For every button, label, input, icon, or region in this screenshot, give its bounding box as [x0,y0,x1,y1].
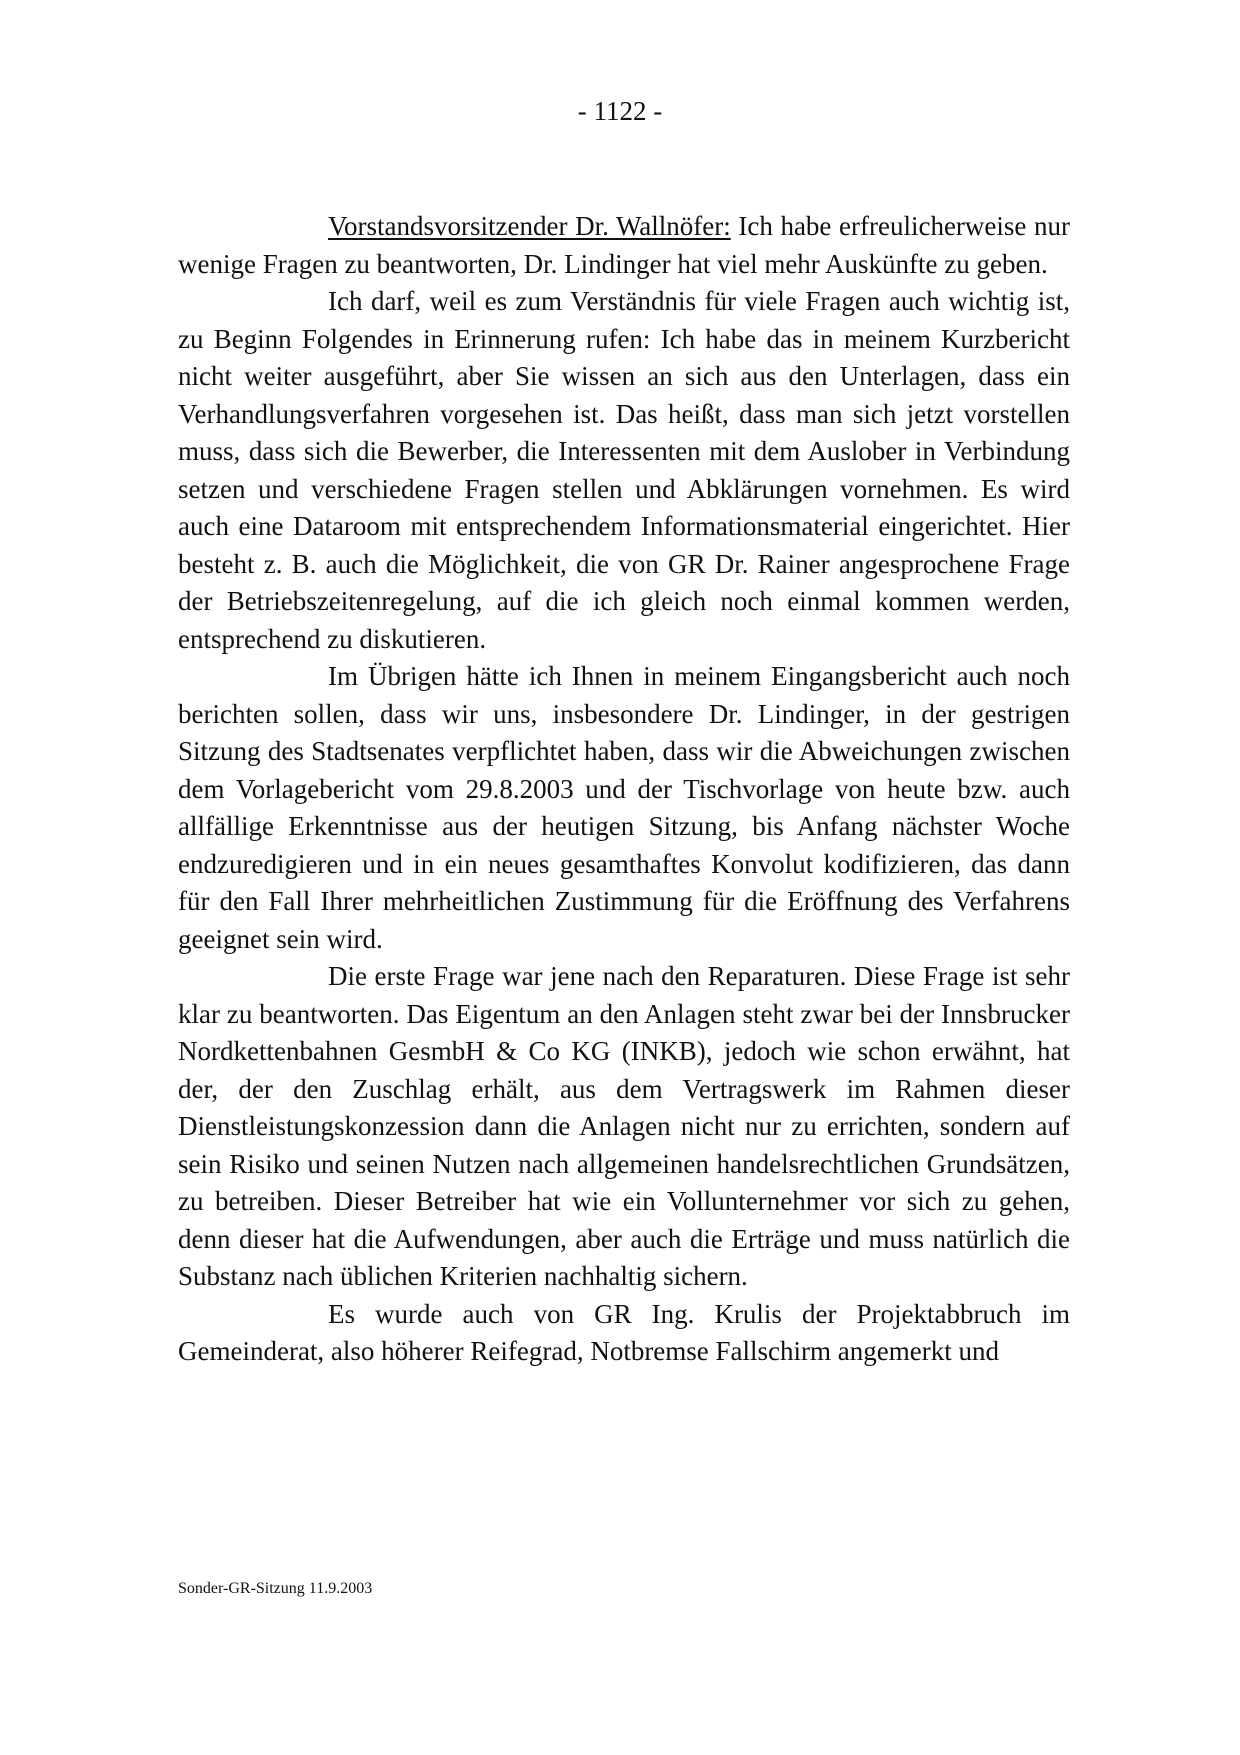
paragraph: Es wurde auch von GR Ing. Krulis der Projektabbruch im Gemeinderat, also höherer Reifegrad, Notbremse Fallschirm angemerkt und [178,1298,1070,1366]
paragraph [178,208,1070,283]
page-footer: Sonder-GR-Sitzung 11.9.2003 [178,1580,373,1597]
paragraph: Die erste Frage war jene nach den Reparaturen. Diese Frage ist sehr klar zu beantworten. Das Eigentum an den Anlagen steht zwar bei der Innsbrucker Nordkettenbahnen GesmbH & Co KG (INKB), jedoch wie schon erwähnt, hat der, der den Zuschlag erhält, aus dem Vertragswerk im Rahmen dieser Dienstleistungskonzession dann die Anlagen nicht nur zu errichten, sondern auf sein Risiko und seinen Nutzen nach allgemeinen handelsrechtlichen Grundsätzen, zu betreiben. Dieser Betreiber hat wie ein Vollunternehmer vor sich zu gehen, denn dieser hat die Aufwendungen, aber auch die Erträge und muss natürlich die Substanz nach üblichen Kriterien nachhaltig sichern. [178,961,1070,1291]
paragraph-text: Ich habe erfreulicherweise nur wenige Fragen zu beantworten, Dr. Lindinger hat viel mehr Auskünfte zu geben. [178,211,1071,279]
page-number: - 1122 - [577,96,663,126]
paragraph: Im Übrigen hätte ich Ihnen in meinem Eingangsbericht auch noch berichten sollen, dass wir uns, insbesondere Dr. Lindinger, in der gestrigen Sitzung des Stadtsenates verpflichtet haben, dass wir die Abweichungen zwischen dem Vorlagebericht vom 29.8.2003 und der Tischvorlage von heute bzw. auch allfällige Erkenntnisse aus der heutigen Sitzung, bis Anfang nächster Woche endzuredigieren und in ein neues gesamthaftes Konvolut kodifizieren, das dann für den Fall Ihrer mehrheitlichen Zustimmung für die Eröffnung des Verfahrens geeignet sein wird. [178,661,1070,954]
paragraph: Ich darf, weil es zum Verständnis für viele Fragen auch wichtig ist, zu Beginn Folgendes in Erinnerung rufen: Ich habe das in meinem Kurzbericht nicht weiter ausgeführt, aber Sie wissen an sich aus den Unterlagen, dass ein Verhandlungsverfahren vorgesehen ist. Das heißt, dass man sich jetzt vorstellen muss, dass sich die Bewerber, die Interessenten mit dem Auslober in Verbindung setzen und verschiedene Fragen stellen und Abklärungen vornehmen. Es wird auch eine Dataroom mit entsprechendem Informationsmaterial eingerichtet. Hier besteht z. B. auch die Möglichkeit, die von GR Dr. Rainer angesprochene Frage der Betriebszeitenregelung, auf die ich gleich noch einmal kommen werden, entsprechend zu diskutieren. [178,286,1070,654]
speaker-name: Vorstandsvorsitzender Dr. Wallnöfer: [328,211,731,241]
document-body [178,208,1070,1371]
